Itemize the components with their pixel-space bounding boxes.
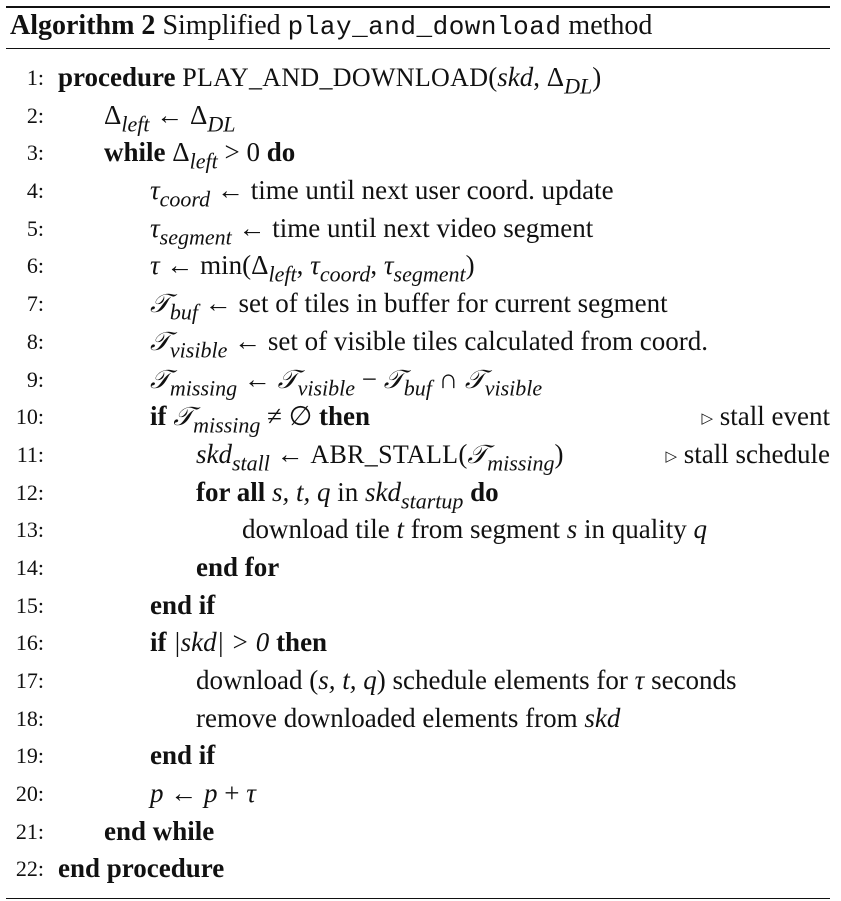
var-tau: τ [310,250,320,281]
line-number: 6: [26,253,44,279]
line-comment [701,398,830,438]
line-code [58,361,542,400]
keyword-if: if [150,627,167,658]
subscript: visible [297,375,356,401]
var-p: p [204,778,218,809]
line-number: 5: [26,215,44,241]
caption-suffix: method [568,10,653,41]
line-number: 19: [15,743,44,769]
assign-arrow: ← [238,212,266,243]
var-tau: τ [150,175,160,206]
subscript: DL [564,73,593,99]
line-number: 17: [15,668,44,693]
line-number: 10: [15,404,44,430]
algorithm-line [6,549,830,587]
algorithm-line [6,662,830,700]
line-number: 11: [16,441,44,467]
comment-text: stall schedule [683,438,830,469]
assign-arrow: ← [156,99,184,130]
assign-arrow: ← [234,325,262,356]
keyword-end-procedure: end procedure [58,853,225,884]
line-number: 18: [15,705,44,731]
intersection-operator: ∩ [438,363,459,394]
algorithm-line [6,474,830,512]
subscript: DL [207,111,236,137]
var-t: t [396,514,404,545]
algorithm-line [6,59,830,97]
tile-set-symbol: 𝒯 [277,364,298,395]
line-code [58,775,256,813]
line-number: 20: [15,781,44,807]
caption-prefix: Simplified [162,10,281,41]
var-p: p [150,778,164,809]
keyword-for-all: for all [196,476,266,507]
delta-symbol: Δ [546,62,565,92]
delta-symbol: Δ [251,250,269,281]
line-text: download ( [196,665,319,695]
line-code [58,813,214,851]
line-code [58,134,296,175]
line-number: 22: [15,856,44,882]
line-number: 16: [15,630,44,656]
line-code [58,700,620,738]
subscript: segment [159,224,232,250]
comparison: ≠ ∅ [267,401,313,432]
loop-vars: s, t, q [272,476,331,507]
subscript: segment [393,262,466,288]
algorithm-lines [6,59,830,888]
line-text: download tile [242,514,390,545]
tile-set-symbol: 𝒯 [464,364,485,395]
algorithm-line [6,700,830,738]
caption-rule [6,48,830,49]
line-code [58,662,737,700]
keyword-in: in [337,476,359,507]
procedure-name: PLAY_AND_DOWNLOAD [182,63,489,92]
keyword-procedure: procedure [58,62,176,92]
bottom-rule [6,898,830,899]
line-number: 4: [26,178,44,204]
line-code [58,511,707,549]
keyword-end-while: end while [104,815,215,846]
subscript: visible [484,375,543,401]
plus-operator: + [224,778,240,809]
line-code [58,624,327,662]
algorithm-line [6,323,830,361]
line-code [58,97,235,135]
tile-set-symbol: 𝒯 [150,326,170,357]
subscript: coord [319,262,371,288]
line-code: τ ← $\min(\Delta_{left}$, $\tau_{coord}$, $\tau_{segment}$) [150,250,475,288]
line-number: 21: [15,818,44,844]
assign-arrow: ← [204,288,232,319]
condition: |skd| > 0 [173,627,270,658]
line-number: 2: [26,102,44,128]
algorithm-line [6,361,830,399]
line-text: time until next user coord. update [250,175,614,206]
subscript: buf [169,299,199,325]
comparison: > 0 [224,137,260,168]
function-name: ABR_STALL [310,439,459,469]
assign-arrow: ← [243,363,271,394]
comment-triangle-icon: ▷ [665,448,678,465]
line-text: from segment [410,514,560,545]
keyword-then: then [276,627,328,658]
keyword-end-if: end if [150,740,216,771]
tuple-vars: s, t, q [318,665,377,695]
algorithm-line [6,587,830,625]
subscript: left [121,111,150,137]
subscript: stall [232,450,270,476]
line-number: 3: [26,140,44,166]
var-skd: skd [497,62,534,92]
caption-method-name: play_and_download [287,12,562,42]
line-text: seconds [651,665,737,695]
line-text: in quality [583,514,687,545]
algorithm-line [6,398,830,436]
caption-label: Algorithm 2 [10,10,156,41]
algorithm-line [6,511,830,549]
assign-arrow: ← [216,175,244,206]
line-text: remove downloaded elements from [196,702,578,733]
line-number: 13: [15,517,44,543]
line-text: time until next video segment [272,212,594,243]
comment-triangle-icon: ▷ [701,410,714,427]
line-code [58,172,614,210]
line-code: procedure PLAY_AND_DOWNLOAD(skd, $\Delta_{DL}$) [58,62,602,99]
algorithm-line [6,850,830,888]
var-tau: τ [383,250,394,281]
line-number: 9: [26,366,44,392]
var-tau: τ [150,212,160,243]
assign-arrow: ← [170,778,198,809]
var-skd: skd [196,438,232,469]
line-text: set of tiles in buffer for current segment [238,288,668,319]
subscript: visible [169,337,228,363]
algorithm-line [6,210,830,248]
subscript: coord [159,186,211,212]
tile-set-symbol: 𝒯 [150,364,170,395]
line-number: 1: [26,65,44,90]
subscript: startup [401,488,464,514]
algorithm-block [6,6,830,899]
subscript: buf [403,375,432,401]
line-number: 12: [15,479,44,505]
algorithm-line [6,737,830,775]
delta-symbol: Δ [189,99,208,130]
algorithm-line [6,247,830,288]
line-number: 8: [26,328,44,354]
algorithm-line [6,134,830,175]
var-tau: τ [246,778,256,809]
subscript: missing [169,375,238,401]
algorithm-line [6,285,830,323]
var-skd: skd [584,702,621,733]
delta-symbol: Δ [172,137,190,168]
line-code [58,850,224,888]
var-q: q [693,514,707,545]
keyword-then: then [319,401,371,432]
algorithm-line [6,624,830,662]
subscript: left [268,262,297,288]
var-s: s [566,514,578,545]
algorithm-line [6,172,830,210]
var-skd: skd [365,476,402,507]
line-code [58,737,215,775]
keyword-end-for: end for [196,551,280,582]
line-text: ) schedule elements for [376,665,628,695]
line-code [58,474,499,512]
assign-arrow: ← [276,438,304,469]
delta-symbol: Δ [104,99,122,130]
line-text: set of visible tiles calculated from coord. [267,325,708,356]
assign-arrow: ← [166,250,194,281]
line-code [58,285,668,324]
keyword-do: do [266,137,296,168]
keyword-end-if: end if [150,589,216,620]
line-comment [665,436,830,476]
subscript: missing [487,450,555,476]
line-code [58,210,593,248]
min-function: min( [200,250,252,281]
var-tau: τ [150,250,160,281]
subscript: missing [193,412,261,438]
line-number: 14: [15,554,44,580]
tile-set-symbol: 𝒯 [467,439,488,470]
tile-set-symbol: 𝒯 [173,402,194,433]
algorithm-line [6,97,830,135]
comment-text: stall event [719,401,830,432]
keyword-do: do [470,476,499,507]
keyword-while: while [104,137,166,168]
tile-set-symbol: 𝒯 [383,364,404,395]
algorithm-line [6,775,830,813]
minus-operator: − [361,363,378,394]
line-code [58,587,215,625]
var-tau: τ [634,665,645,695]
algorithm-caption [6,8,830,46]
algorithm-line [6,813,830,851]
keyword-if: if [150,401,167,432]
line-code [58,323,708,362]
line-number: 15: [15,592,44,618]
line-code: skd$_{stall}$ ← ABR_STALL(𝒯$_{missing}$) [196,438,564,476]
algorithm-line [6,436,830,474]
subscript: left [189,149,218,175]
line-code [58,549,279,587]
line-number: 7: [26,291,44,317]
tile-set-symbol: 𝒯 [150,289,170,320]
line-code [58,398,370,437]
